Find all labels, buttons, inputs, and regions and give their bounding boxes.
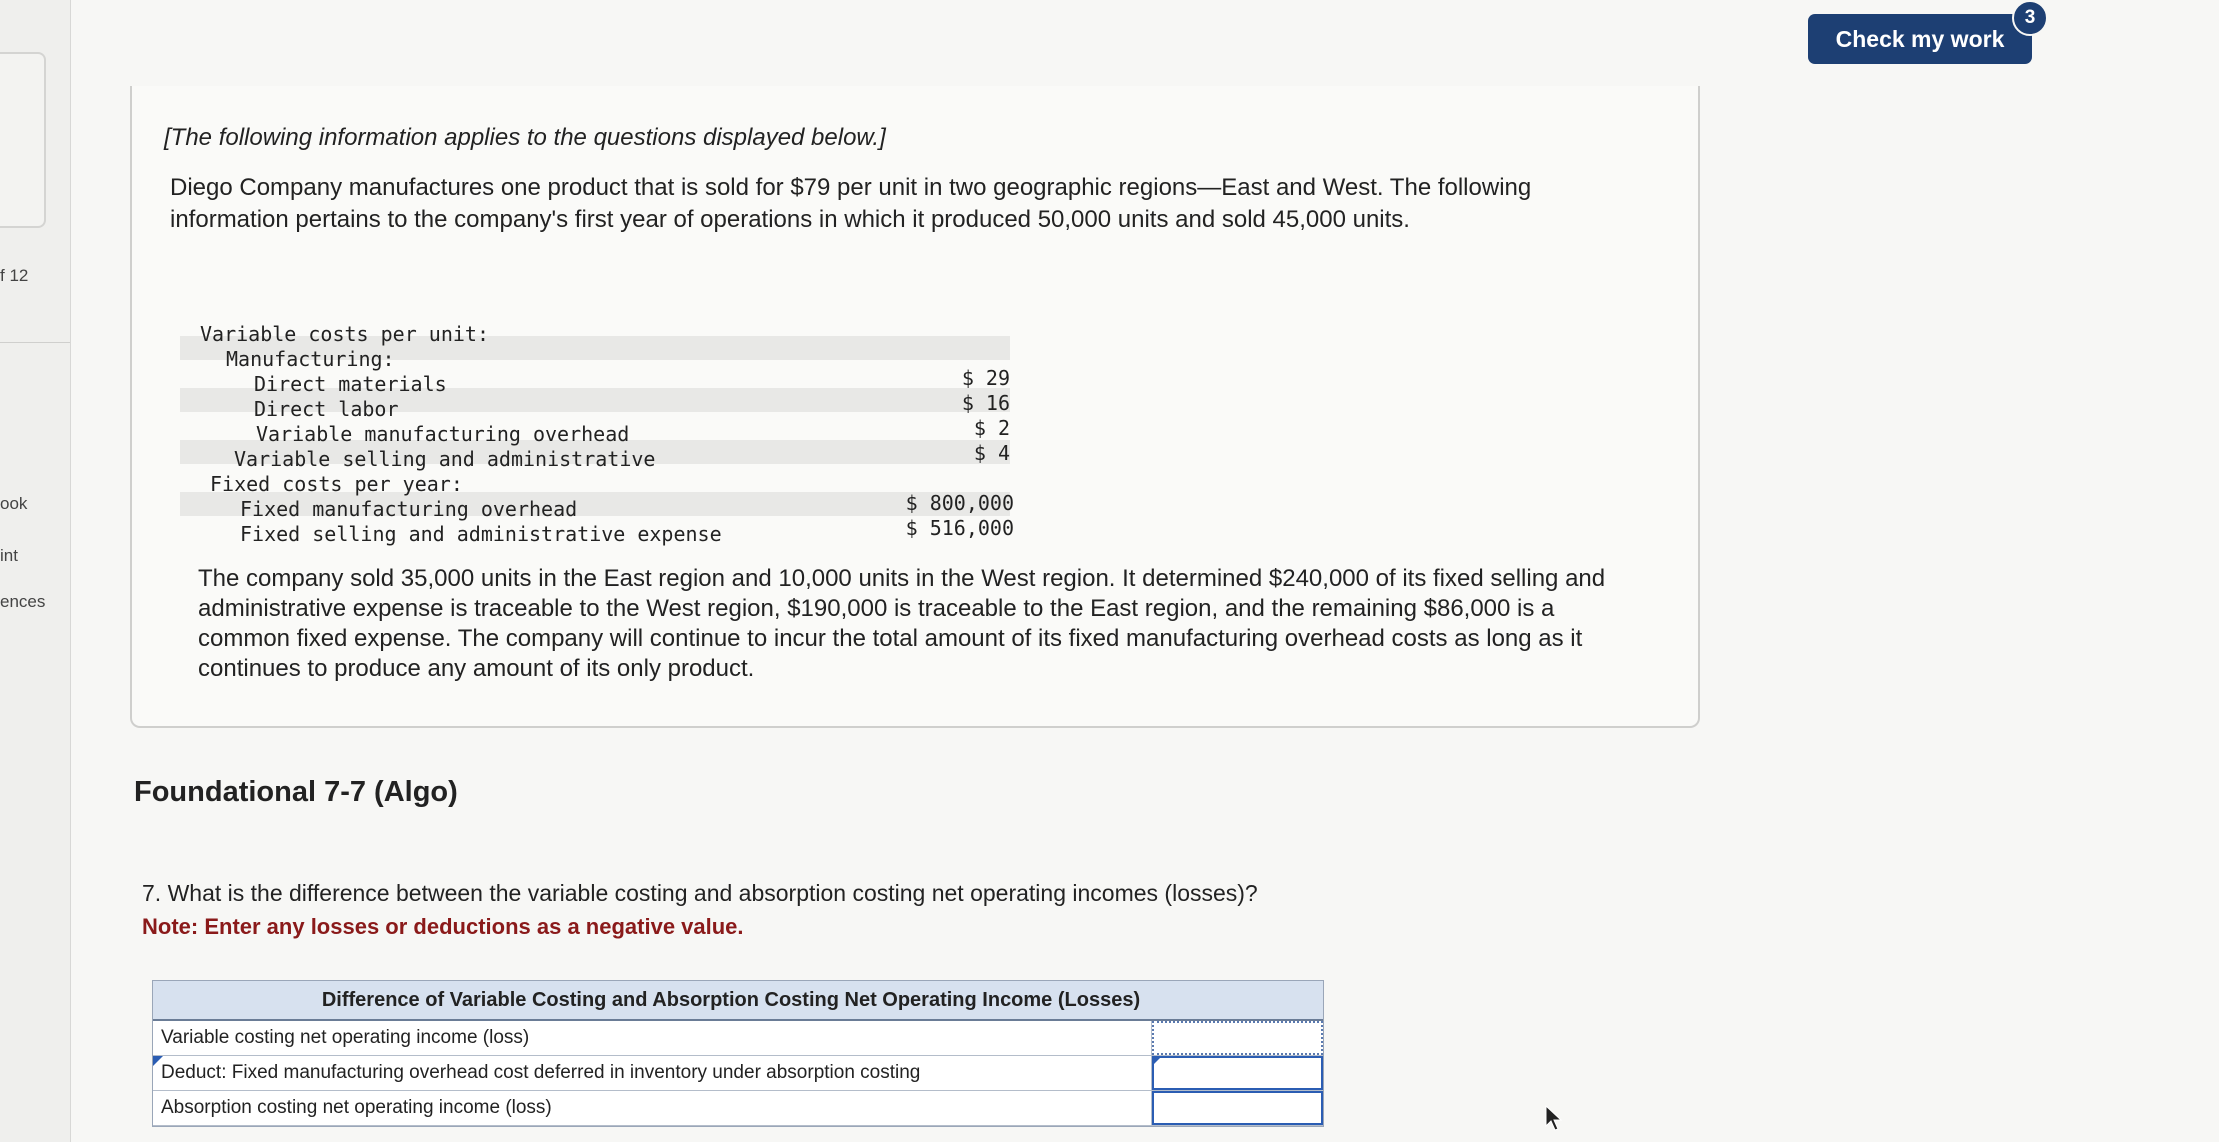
answer-row-label	[153, 1056, 1152, 1090]
intro-note: [The following information applies to the questions displayed below.]	[164, 124, 886, 151]
absorption-costing-noi-input[interactable]	[1152, 1091, 1323, 1125]
cost-heading-variable: Variable costs per unit:	[200, 322, 489, 346]
answer-row-label-text: Deduct: Fixed manufacturing overhead cost deferred in inventory under absorption costing	[161, 1062, 921, 1083]
cost-heading-manufacturing: Manufacturing:	[226, 347, 395, 371]
problem-paragraph-1: Diego Company manufactures one product that is sold for $79 per unit in two geographic regions—East and West. The following information pertains to the company's first year of operations in which it produced 50,000 units and sold 45,000 units.	[170, 174, 1532, 233]
cost-label-fixed-selling-admin: Fixed selling and administrative expense	[240, 522, 722, 546]
cost-label-direct-labor: Direct labor	[254, 397, 399, 421]
sidebar-tab[interactable]	[0, 52, 46, 228]
cost-heading-fixed: Fixed costs per year:	[210, 472, 463, 496]
cost-value-fixed-selling-admin: $ 516,000	[905, 516, 1014, 540]
question-text: 7. What is the difference between the variable costing and absorption costing net operating incomes (losses)?	[142, 880, 1258, 906]
answer-row	[153, 1021, 1323, 1056]
variable-costing-noi-input[interactable]	[1152, 1021, 1323, 1055]
sidebar-label-references[interactable]: ences	[0, 592, 46, 611]
sidebar-label-ebook[interactable]: ook	[0, 494, 28, 513]
answer-row	[153, 1056, 1323, 1091]
cost-value-direct-labor: $ 16	[961, 391, 1010, 415]
sidebar-label-chapter[interactable]: f 12	[0, 266, 29, 285]
sidebar-divider	[0, 342, 70, 343]
mouse-cursor-icon	[1544, 1104, 1564, 1132]
answer-table-header: Difference of Variable Costing and Absorption Costing Net Operating Income (Losses)	[153, 981, 1323, 1021]
cost-value-fixed-mfg-overhead: $ 800,000	[905, 491, 1014, 515]
section-title: Foundational 7-7 (Algo)	[134, 776, 458, 808]
cost-value-direct-materials: $ 29	[961, 366, 1010, 390]
cost-label-var-selling-admin: Variable selling and administrative	[234, 447, 656, 471]
answer-row-label: Variable costing net operating income (loss)	[153, 1021, 1152, 1055]
question-note: Note: Enter any losses or deductions as a negative value.	[142, 914, 744, 939]
cost-label-fixed-mfg-overhead: Fixed manufacturing overhead	[240, 497, 578, 521]
cost-label-var-mfg-overhead: Variable manufacturing overhead	[256, 422, 630, 446]
answer-row	[153, 1091, 1323, 1126]
sidebar	[0, 0, 71, 1142]
problem-paragraph-2: The company sold 35,000 units in the East region and 10,000 units in the West region. It determined $240,000 of its fixed selling and administrative expense is traceable to the West region, $190,000 is traceable to the East region, and the remaining $86,000 is a common fixed expense. The company will continue to incur the total amount of its fixed manufacturing overhead costs as long as it continues to produce any amount of its only product.	[198, 565, 1606, 682]
check-my-work-button[interactable]: Check my work	[1808, 14, 2032, 64]
answer-table	[152, 980, 1324, 1127]
sidebar-label-print[interactable]: int	[0, 546, 18, 565]
answer-row-label: Absorption costing net operating income (loss)	[153, 1091, 1152, 1125]
cost-label-direct-materials: Direct materials	[254, 372, 447, 396]
fixed-overhead-deferred-input[interactable]	[1152, 1056, 1323, 1090]
cost-value-var-mfg-overhead: $ 2	[973, 416, 1010, 440]
attempts-badge: 3	[2012, 0, 2048, 36]
cost-value-var-selling-admin: $ 4	[973, 441, 1010, 465]
